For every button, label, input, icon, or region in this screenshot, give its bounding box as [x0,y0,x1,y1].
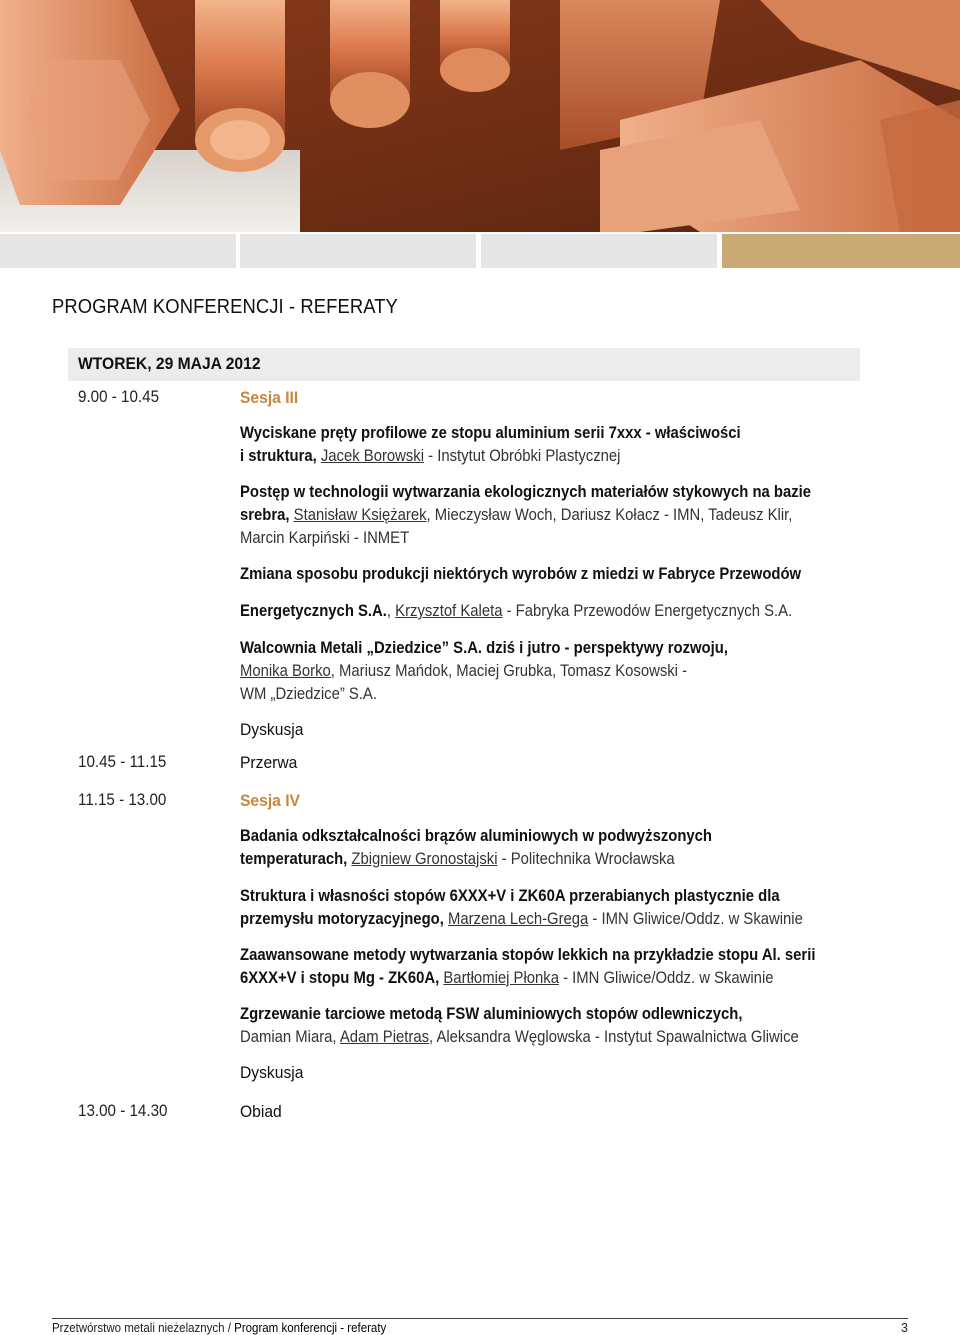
talk-line [240,600,852,623]
author-name: Bartłomiej Płonka [443,969,559,987]
talk-affiliation-text: - IMN Gliwice/Oddz. w Skawinie [558,969,774,987]
talk-line [240,683,852,706]
author-name: Jacek Borowski [320,447,425,465]
talk-entry [240,885,852,931]
talk-title-text: Struktura i własności stopów 6XXX+V i ZK60A przerabianych plastycznie dla [240,887,780,905]
footer-divider [52,1318,908,1319]
talk-line [240,637,852,660]
talk-title-text: Wyciskane pręty profilowe ze stopu aluminium serii 7xxx - właściwości [240,424,741,442]
talk-title-text: srebra, [240,506,294,524]
decorative-color-bands [0,232,960,268]
session-3-label: Sesja III [240,388,299,407]
talk-entry [240,563,852,586]
session-4-label: Sesja IV [240,791,301,810]
talk-affiliation-text: Marcin Karpiński - INMET [240,529,410,547]
day-header [68,348,860,381]
talk-title-text: Badania odkształcalności brązów aluminiowych w podwyższonych [240,827,713,845]
talk-affiliation-text: , Aleksandra Węglowska - Instytut Spawalnictwa Gliwice [429,1028,799,1046]
talk-entry [240,481,852,550]
session-4-discussion: Dyskusja [240,1063,304,1082]
talk-affiliation-text: Damian Miara, [240,1028,340,1046]
talk-title-text: Zgrzewanie tarciowe metodą FSW aluminiowych stopów odlewniczych, [240,1005,743,1023]
author-name: Zbigniew Gronostajski [351,850,498,868]
time-slot-3: 11.15 - 13.00 [78,791,167,809]
talk-line [240,967,852,990]
talk-line [240,504,852,527]
author-name: Stanisław Księżarek [293,506,427,524]
talk-affiliation-text: , Mieczysław Woch, Dariusz Kołacz - IMN, Tadeusz Klir, [426,506,793,524]
talk-title-text: Walcownia Metali „Dziedzice” S.A. dziś i jutro - perspektywy rozwoju, [240,639,728,657]
page-title: PROGRAM KONFERENCJI - REFERATY [52,296,398,318]
talk-title-text: Zaawansowane metody wytwarzania stopów lekkich na przykładzie stopu Al. serii [240,946,816,964]
talk-affiliation-text: - Politechnika Wrocławska [497,850,675,868]
talk-line [240,944,852,967]
break-label: Przerwa [240,753,298,772]
talk-title-text: temperaturach, [240,850,352,868]
time-slot-2: 10.45 - 11.15 [78,753,167,771]
author-name: Monika Borko [240,662,331,680]
time-slot-4: 13.00 - 14.30 [78,1102,168,1120]
footer-section: Przetwórstwo metali nieżelaznych / [52,1321,235,1335]
talk-title-text: przemysłu motoryzacyjnego, [240,910,448,928]
time-slot-1: 9.00 - 10.45 [78,388,160,406]
talk-line [240,848,852,871]
author-name: Marzena Lech-Grega [447,910,589,928]
talk-affiliation-text: - Instytut Obróbki Plastycznej [424,447,621,465]
page-number: 3 [901,1321,908,1335]
talk-affiliation-text: , Mariusz Mańdok, Maciej Grubka, Tomasz Kosowski - [330,662,688,680]
talk-line [240,1003,852,1026]
talk-line [240,908,852,931]
talk-line [240,445,852,468]
talk-line [240,527,852,550]
talk-line [240,422,852,445]
footer-current: Program konferencji - referaty [234,1321,387,1335]
talk-affiliation-text: - Fabryka Przewodów Energetycznych S.A. [502,602,793,620]
talk-entry [240,637,852,706]
talk-title-text: Energetycznych S.A. [240,602,387,620]
footer-breadcrumb [52,1321,386,1335]
talk-entry [240,944,852,990]
talk-entry [240,422,852,468]
talk-affiliation-text: - IMN Gliwice/Oddz. w Skawinie [588,910,803,928]
day-label: WTOREK, 29 MAJA 2012 [78,354,261,373]
author-name: Adam Pietras [339,1028,430,1046]
talk-title-text: 6XXX+V i stopu Mg - ZK60A, [240,969,444,987]
lunch-label: Obiad [240,1102,282,1121]
session-3-discussion: Dyskusja [240,720,304,739]
talk-title-text: i struktura, [240,447,321,465]
talk-affiliation-text: WM „Dziedzice” S.A. [240,685,377,703]
talk-title-text: Zmiana sposobu produkcji niektórych wyrobów z miedzi w Fabryce Przewodów [240,565,802,583]
talk-line [240,563,852,586]
hero-image-copper-bars [0,0,960,232]
author-name: Krzysztof Kaleta [395,602,503,620]
talk-line [240,825,852,848]
talk-line [240,885,852,908]
talk-line [240,1026,852,1049]
talk-affiliation-text: , [386,602,396,620]
talk-entry [240,825,852,871]
talk-line [240,660,852,683]
talk-entry [240,600,852,623]
talk-line [240,481,852,504]
talk-title-text: Postęp w technologii wytwarzania ekologicznych materiałów stykowych na bazie [240,483,812,501]
talk-entry [240,1003,852,1049]
